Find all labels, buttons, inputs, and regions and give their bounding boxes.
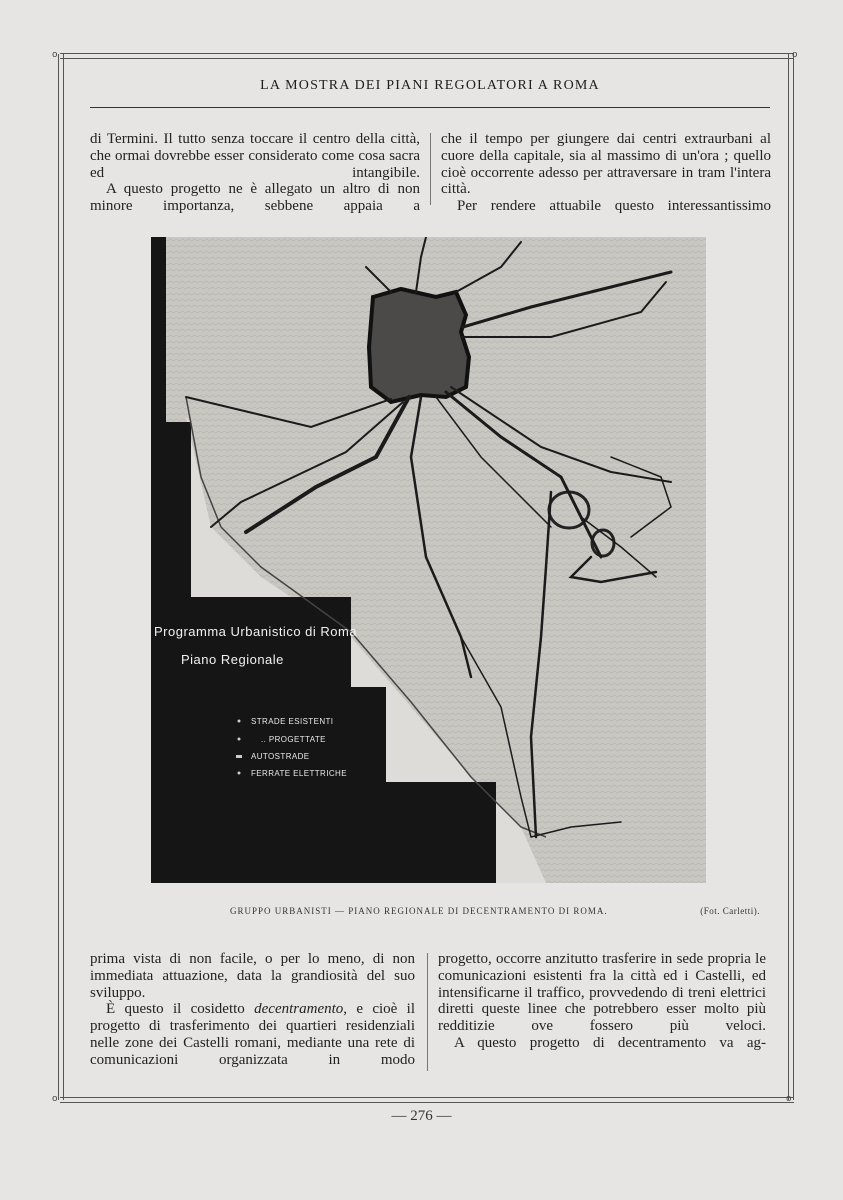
top-left-column — [90, 131, 420, 215]
paragraph: A questo progetto di decentramento va ag- — [454, 1034, 766, 1051]
paragraph — [90, 1001, 415, 1068]
legend-title-1: Programma Urbanistico di Roma — [154, 624, 358, 639]
regional-plan-map — [151, 237, 706, 883]
emphasized-term: decentramento — [254, 1001, 344, 1018]
frame-bottom-rule — [60, 1094, 794, 1104]
paragraph: che il tempo per giungere dai centri extraurbani al cuore della capitale, sia al massimo di un'ora ; quello cioè occorrente adesso per attraversare in tram l'intera città. — [441, 131, 771, 198]
bottom-right-column — [438, 951, 766, 1052]
column-divider — [427, 953, 428, 1071]
page-number: — 276 — — [391, 1108, 452, 1124]
caption-text: GRUPPO URBANISTI — PIANO REGIONALE DI DECENTRAMENTO DI ROMA. — [230, 906, 608, 916]
paragraph: di Termini. Il tutto senza toccare il centro della città, che ormai dovrebbe esser considerato come cosa sacra ed intangibile. — [90, 131, 420, 181]
frame-corner-ornament: o — [792, 50, 798, 60]
paragraph: Per rendere attuabile questo interessantissimo — [457, 198, 771, 215]
legend-item-motorways: AUTOSTRADE — [251, 752, 310, 761]
map-drawing — [151, 237, 706, 883]
paragraph-part: È questo il cosidetto — [106, 1001, 255, 1018]
legend-title-2: Piano Regionale — [181, 652, 284, 667]
legend-bullet — [238, 720, 241, 723]
frame-corner-ornament: o — [52, 1094, 58, 1104]
top-right-column — [441, 131, 771, 215]
frame-corner-ornament: o — [52, 50, 58, 60]
running-head: LA MOSTRA DEI PIANI REGOLATORI A ROMA — [260, 78, 600, 93]
figure-caption — [230, 906, 760, 916]
bottom-left-column — [90, 951, 415, 1069]
frame-right-rule — [788, 54, 794, 1100]
legend-bullet — [238, 738, 241, 741]
legend-item-electric-railways: FERRATE ELETTRICHE — [251, 769, 347, 778]
column-divider — [430, 133, 431, 205]
photo-credit: (Fot. Carletti). — [700, 906, 760, 916]
legend-item-planned-roads: .. PROGETTATE — [261, 735, 326, 744]
paragraph: progetto, occorre anzitutto trasferire in sede propria le comunicazioni esistenti fra la città ed i Castelli, ed intensificarne il traffico, provvedendo di treni elettrici diretti queste linee che potrebbero esser molto più redditizie ove fossero più veloci. — [438, 951, 766, 1035]
rome-city — [369, 289, 469, 402]
frame-top-rule — [60, 53, 794, 59]
paragraph: A questo progetto ne è allegato un altro di non minore importanza, sebbene appaia a — [90, 181, 420, 215]
running-head-rule — [90, 107, 770, 108]
frame-left-rule — [58, 54, 64, 1100]
legend-bullet — [238, 772, 241, 775]
legend-bullet — [236, 755, 242, 758]
paragraph-part: , e cioè il progetto di trasferimento dei quartieri residenziali nelle zone dei Castelli romani, mediante una rete di comunicazioni organizzata in modo — [90, 1001, 415, 1068]
legend-item-existing-roads: STRADE ESISTENTI — [251, 717, 334, 726]
frame-corner-ornament: o — [786, 1094, 792, 1104]
paragraph: prima vista di non facile, o per lo meno, di non immediata attuazione, data la grandiosità del suo sviluppo. — [90, 951, 415, 1001]
